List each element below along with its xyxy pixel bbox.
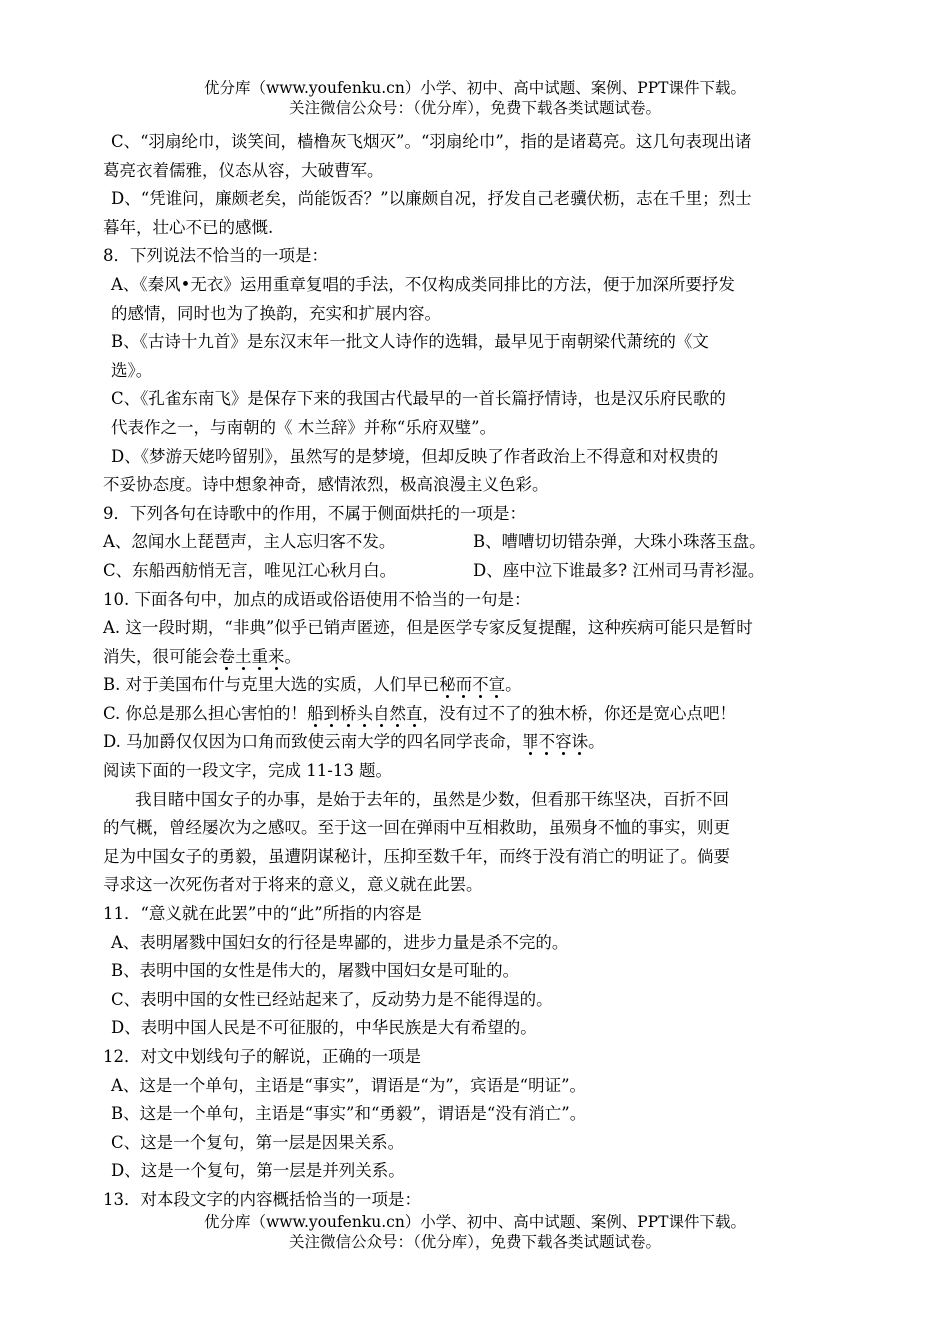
q10-option-a-line-2	[103, 643, 848, 672]
q10-option-c-pre: C. 你总是那么担心害怕的！	[103, 703, 308, 723]
q8-option-d-line-1: D、《梦游天姥吟留别》，虽然写的是梦境，但却反映了作者政治上不得意和对权贵的	[111, 446, 719, 466]
q9-option-c: C、东船西舫悄无言，唯见江心秋月白。	[103, 560, 397, 580]
footer-line-1: 优分库（www.youfenku.cn）小学、初中、高中试题、案例、PPT课件下载。	[203, 1213, 747, 1231]
q10-option-d	[103, 728, 848, 757]
emphasis-dot-char: 秘	[439, 675, 456, 695]
q9-option-b: B、嘈嘈切切错杂弹，大珠小珠落玉盘。	[473, 532, 766, 552]
reading-paragraph-line-2: 的气概，曾经屡次为之感叹。至于这一回在弹雨中互相救助，虽殒身不恤的事实，则更	[103, 818, 730, 838]
emphasis-dot-char: 直	[406, 703, 423, 723]
emphasis-dot-char: 宣	[488, 675, 506, 695]
emphasis-dot-char: 头	[356, 703, 374, 723]
page-header	[0, 78, 950, 118]
q9-options-row-1	[103, 528, 848, 557]
q10-option-d-post: 。	[588, 732, 605, 752]
q10-option-a-line-1: A. 这一段时期，“非典”似乎已销声匿迹，但是医学专家反复提醒，这种疾病可能只是暂时	[103, 618, 753, 638]
q8-option-b-line-2: 选》。	[111, 360, 153, 380]
q9-stem: 9．下列各句在诗歌中的作用，不属于侧面烘托的一项是：	[103, 503, 526, 523]
q8-stem: 8．下列说法不恰当的一项是：	[103, 246, 328, 266]
q10-option-b-dotted-phrase	[439, 675, 505, 694]
q8-option-a-line-2: 的感情，同时也为了换韵，充实和扩展内容。	[111, 303, 441, 323]
emphasis-dot-char: 船	[307, 703, 324, 723]
q12-option-c: C、这是一个复句，第一层是因果关系。	[111, 1132, 405, 1152]
q8-option-c-line-2: 代表作之一，与南朝的《 木兰辞》并称“乐府双璧”。	[111, 417, 497, 437]
reading-intro: 阅读下面的一段文字，完成 11-13 题。	[103, 761, 393, 781]
q8-option-b-line-1: B、《古诗十九首》是东汉末年一批文人诗作的选辑，最早见于南朝梁代萧统的《文	[111, 332, 709, 352]
q7-option-c-line-1: C、“羽扇纶巾，谈笑间，樯橹灰飞烟灭”。“羽扇纶巾”，指的是诸葛亮。这几句表现出诸	[111, 132, 752, 151]
q7-option-d-line-2: 暮年，壮心不已的感慨.	[103, 217, 274, 237]
q10-option-a-post: 。	[284, 646, 301, 666]
q12-option-d: D、这是一个复句，第一层是并列关系。	[111, 1161, 405, 1181]
document-body	[103, 128, 848, 1215]
q9-options-row-2	[103, 557, 848, 586]
emphasis-dot-char: 自	[373, 703, 390, 723]
q11-option-b: B、表明中国的女性是伟大的，屠戮中国妇女是可耻的。	[111, 961, 520, 981]
emphasis-dot-char: 重	[251, 646, 268, 666]
emphasis-dot-char: 来	[268, 646, 285, 666]
reading-paragraph-line-3: 足为中国女子的勇毅，虽遭阴谋秘计，压抑至数千年，而终于没有消亡的明证了。倘要	[103, 846, 730, 866]
q12-stem: 12．对文中划线句子的解说，正确的一项是	[103, 1047, 421, 1066]
q10-option-b-pre: B. 对于美国布什与克里大选的实质，人们早已	[103, 675, 440, 695]
q9-option-d: D、座中泣下谁最多? 江州司马青衫湿。	[473, 560, 765, 580]
emphasis-dot-char: 罪	[522, 732, 539, 752]
q10-option-b-post: 。	[505, 675, 522, 695]
emphasis-dot-char: 容	[555, 732, 572, 752]
emphasis-dot-char: 然	[389, 703, 407, 723]
q13-stem: 13．对本段文字的内容概括恰当的一项是：	[103, 1189, 421, 1209]
header-line-1: 优分库（www.youfenku.cn）小学、初中、高中试题、案例、PPT课件下载。	[203, 79, 747, 97]
page-footer	[0, 1212, 950, 1252]
emphasis-dot-char: 卷	[218, 646, 235, 666]
q11-stem: 11．“意义就在此罢”中的“此”所指的内容是	[103, 904, 422, 924]
emphasis-dot-char: 不	[538, 732, 556, 752]
reading-paragraph-line-1: 我目睹中国女子的办事，是始于去年的，虽然是少数，但看那干练坚决，百折不回	[135, 789, 729, 809]
q10-option-d-dotted-phrase	[522, 732, 588, 751]
emphasis-dot-char: 不	[472, 675, 489, 695]
q11-option-a: A、表明屠戮中国妇女的行径是卑鄙的，进步力量是杀不完的。	[111, 932, 569, 952]
q10-stem: 10. 下面各句中，加点的成语或俗语使用不恰当的一句是：	[103, 589, 531, 609]
q10-option-a-pre: 消失，很可能会	[103, 646, 219, 666]
q8-option-d-line-2: 不妥协态度。诗中想象神奇，感情浓烈，极高浪漫主义色彩。	[103, 475, 549, 495]
q12-option-a: A、这是一个单句，主语是“事实”，谓语是“为”，宾语是“明证”。	[111, 1075, 587, 1095]
header-line-2: 关注微信公众号：（优分库），免费下载各类试题试卷。	[288, 99, 661, 117]
reading-paragraph-line-4: 寻求这一次死伤者对于将来的意义，意义就在此罢。	[103, 875, 483, 895]
emphasis-dot-char: 诛	[571, 732, 589, 752]
q12-option-b: B、这是一个单句，主语是“事实”和“勇毅”，谓语是“没有消亡”。	[111, 1104, 587, 1124]
q8-option-c-line-1: C、《孔雀东南飞》是保存下来的我国古代最早的一首长篇抒情诗，也是汉乐府民歌的	[111, 389, 726, 409]
q10-option-d-pre: D. 马加爵仅仅因为口角而致使云南大学的四名同学丧命，	[103, 732, 523, 752]
emphasis-dot-char: 到	[323, 703, 341, 723]
q7-option-c-line-2: 葛亮衣着儒雅，仪态从容，大破曹军。	[103, 160, 384, 180]
emphasis-dot-char: 桥	[340, 703, 357, 723]
q11-option-c: C、表明中国的女性已经站起来了，反动势力是不能得逞的。	[111, 989, 553, 1009]
q10-option-c	[103, 700, 848, 729]
q10-option-b	[103, 671, 848, 700]
q10-option-c-dotted-phrase	[307, 704, 423, 723]
emphasis-dot-char: 而	[455, 675, 473, 695]
q10-option-c-post: ，没有过不了的独木桥，你还是宽心点吧！	[422, 703, 737, 723]
q8-option-a-line-1: A、《秦风•无衣》运用重章复唱的手法，不仅构成类同排比的方法，便于加深所要抒发	[111, 274, 735, 294]
q11-option-d: D、表明中国人民是不可征服的，中华民族是大有希望的。	[111, 1018, 537, 1038]
q10-option-a-dotted-phrase	[219, 647, 285, 666]
footer-line-2: 关注微信公众号：（优分库），免费下载各类试题试卷。	[288, 1233, 661, 1251]
emphasis-dot-char: 土	[235, 646, 252, 666]
q9-option-a: A、忽闻水上琵琶声，主人忘归客不发。	[103, 532, 396, 552]
q7-option-d-line-1: D、“凭谁问，廉颇老矣，尚能饭否？”以廉颇自况，抒发自己老骥伏枥，志在千里；烈士	[111, 189, 752, 209]
